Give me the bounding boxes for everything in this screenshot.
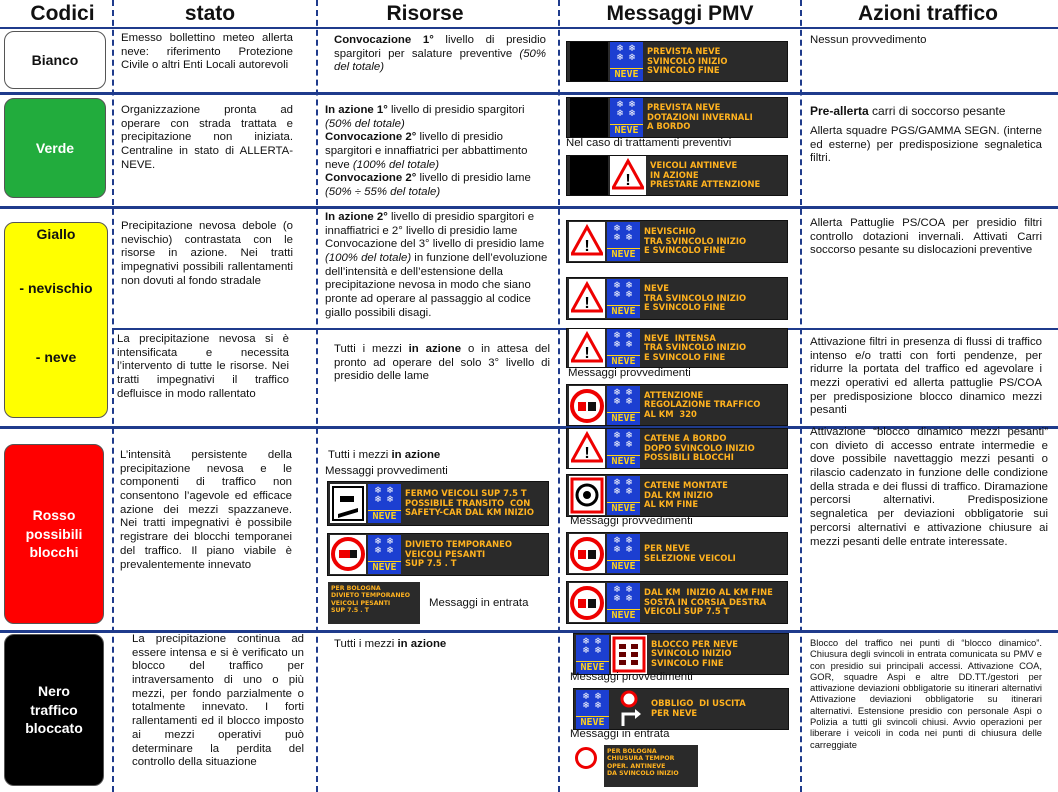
risorse-text: in funzione dell’evoluzione dell’intensità e dell’estensione della precipitazione nevosa in modo che siano pronte ad operare al passaggio al codice giallo possibili disagi.	[325, 252, 548, 319]
pmv-sign-selezione	[566, 532, 788, 575]
snow-icon: ❄ ❄ ❄ ❄ NEVE	[368, 484, 401, 523]
risorse-giallo-a	[325, 211, 558, 321]
code-label: possibili	[25, 525, 83, 542]
snow-icon: ❄ ❄ ❄ ❄ NEVE	[610, 98, 643, 137]
snow-icon: ❄ ❄ ❄ ❄ NEVE	[607, 476, 640, 515]
azioni-verde-2: Allerta squadre PGS/GAMMA SEGN. (interne ed esterne) per predisposizione segnaletica filtri.	[810, 125, 1042, 165]
header-azioni: Azioni traffico	[858, 2, 998, 25]
column-divider	[800, 0, 802, 792]
pmv-sign-catene-montate	[566, 474, 788, 517]
azioni-bold: Pre-allerta	[810, 104, 869, 118]
pmv-sign-divieto-pesanti	[327, 533, 549, 576]
pmv-sign-verde-2	[566, 155, 788, 196]
risorse-bold: In azione 1°	[325, 104, 388, 116]
row-divider	[0, 206, 1058, 209]
no-overtaking-icon	[569, 583, 605, 622]
snow-icon: ❄ ❄ ❄ ❄ NEVE	[607, 534, 640, 573]
pmv-note: Messaggi provvedimenti	[570, 671, 693, 683]
stato-rosso: L’intensità persistente della precipitazione nevosa e le componenti di traffico non consentono l’agevole ed efficace azione dei mezzi spazzaneve. Nei tratti impegnativi è possibile registrare dei blocchi temporanei del traffico. Il piano viabile è prevalentemente innevato	[120, 449, 292, 571]
column-divider	[316, 0, 318, 792]
azioni-rosso: Attivazione “blocco dinamico mezzi pesanti” con divieto di accesso entrate intermedie e dove possibile navettaggio mezzi pesanti o rilascio cadenzato in funzione delle condizione della strada e dei flussi di traffico. Diramazione percorsi alternativi. Predisposizione segnaletica per deviazioni obbligatorie sui percorsi alternativi e attivazione chiusure ai mezzi pesanti delle entrate interessate.	[810, 426, 1048, 548]
code-nero	[4, 634, 104, 786]
snow-icon: ❄ ❄ ❄ ❄ NEVE	[610, 42, 643, 81]
code-label: blocchi	[29, 544, 79, 561]
stato-giallo-nevischio: Precipitazione nevosa debole (o nevischio) contrastata con le risorse in azione. Nei tratti impegnativi possibili rallentamenti non dovuti al fondo stradale	[121, 220, 293, 287]
risorse-text: o in attesa del pronto ad operare del solo 3° livello di presidio delle lame	[334, 343, 551, 383]
risorse-italic: (50% del totale)	[325, 117, 405, 130]
pmv-note: Messaggi provvedimenti	[570, 515, 693, 527]
risorse-text: livello di presidio spargitori e innaffiatrici e 2° livello di presidio lame Convocazione del 3° livello di presidio lame	[325, 211, 545, 251]
pmv-sign-bianco	[566, 41, 788, 82]
pmv-sign-blocco	[573, 633, 789, 675]
code-label: Bianco	[31, 51, 79, 68]
azioni-verde-1	[810, 104, 1042, 118]
code-giallo	[4, 222, 108, 418]
snow-icon: ❄ ❄ ❄ ❄ NEVE	[607, 386, 640, 425]
header-codici: Codici	[30, 2, 95, 25]
snow-icon: ❄ ❄ ❄ ❄ NEVE	[607, 329, 640, 368]
pmv-note: Messaggi in entrata	[570, 728, 670, 740]
pmv-message: NEVE INTENSA TRA SVINCOLO INIZIO E SVINCOLO FINE	[644, 332, 747, 362]
risorse-italic: (50% ÷ 55% del totale)	[325, 186, 441, 199]
risorse-text: livello di presidio spargitori	[387, 104, 525, 116]
risorse-text: livello di presidio lame	[416, 172, 531, 185]
pmv-message: DAL KM INIZIO AL KM FINE SOSTA IN CORSIA DESTRA VEICOLI SUP 7.5 T	[644, 587, 773, 617]
no-overtaking-icon	[569, 386, 605, 425]
stato-nero: La precipitazione continua ad essere intensa e si è verificato un blocco del traffico per intraversamento di uno o più mezzi, per fondo parzialmente o totalmente innevato. I forti rallentamenti ed il blocco imposto ai mezzi operativi può determinare la perdita del controllo della situazione	[132, 633, 304, 769]
pmv-message: NEVISCHIO TRA SVINCOLO INIZIO E SVINCOLO FINE	[644, 226, 747, 256]
pmv-sign-catene-bordo	[566, 428, 788, 469]
risorse-text: livello di presidio spargitori per salature preventive	[334, 34, 546, 60]
code-verde	[4, 98, 106, 198]
pmv-message: VEICOLI ANTINEVE IN AZIONE PRESTARE ATTENZIONE	[650, 160, 761, 190]
pmv-sign-neve-intensa	[566, 328, 788, 368]
header-pmv: Messaggi PMV	[606, 2, 754, 25]
header-stato: stato	[184, 2, 236, 25]
column-divider	[558, 0, 560, 792]
code-label: Rosso	[32, 506, 76, 523]
pmv-message: FERMO VEICOLI SUP 7.5 T POSSIBILE TRANSITO CON SAFETY-CAR DAL KM INIZIO	[405, 488, 534, 518]
warning-icon	[569, 329, 605, 368]
snow-icon: ❄ ❄ ❄ ❄ NEVE	[576, 690, 609, 729]
pmv-message: BLOCCO PER NEVE SVINCOLO INIZIO SVINCOLO FINE	[651, 638, 739, 668]
risorse-italic: (50% del totale)	[334, 47, 546, 74]
risorse-giallo-b	[334, 343, 550, 384]
snow-icon: ❄ ❄ ❄ ❄ NEVE	[607, 583, 640, 622]
snow-chains-icon	[569, 476, 605, 515]
warning-icon	[569, 279, 605, 318]
code-label: traffico	[30, 701, 78, 718]
risorse-bold: in azione	[391, 449, 441, 461]
risorse-bold: Convocazione 1°	[334, 34, 434, 46]
no-entry-circle-icon	[575, 747, 597, 769]
pmv-message: ATTENZIONE REGOLAZIONE TRAFFICO AL KM 320	[644, 389, 761, 419]
snow-icon: ❄ ❄ ❄ ❄ NEVE	[607, 279, 640, 318]
pmv-plate-entrata: PER BOLOGNA DIVIETO TEMPORANEO VEICOLI PESANTI SUP 7.5 . T	[328, 582, 420, 624]
pmv-message: PER NEVE SELEZIONE VEICOLI	[644, 542, 736, 563]
pmv-plate-entrata: PER BOLOGNA CHIUSURA TEMPOR OPER. ANTINEVE DA SVINCOLO INIZIO	[604, 745, 698, 787]
code-bianco	[4, 31, 106, 89]
header-risorse: Risorse	[386, 2, 464, 25]
code-label: - neve	[35, 348, 77, 365]
pmv-sign-attenzione	[566, 384, 788, 426]
azioni-bianco: Nessun provvedimento	[810, 34, 927, 46]
risorse-bold: in azione	[408, 343, 462, 355]
pmv-message: CATENE MONTATE DAL KM INIZIO AL KM FINE	[644, 480, 728, 510]
risorse-verde	[325, 104, 550, 200]
risorse-rosso	[328, 449, 528, 463]
warning-icon	[569, 222, 605, 261]
warning-icon	[610, 156, 646, 195]
svg-text:!: !	[584, 295, 590, 312]
risorse-italic: (100% del totale)	[352, 158, 439, 171]
pmv-message: PREVISTA NEVE SVINCOLO INIZIO SVINCOLO FINE	[647, 46, 728, 76]
snow-icon: ❄ ❄ ❄ ❄ NEVE	[368, 535, 401, 574]
azioni-nero: Blocco del traffico nei punti di “blocco dinamico”. Chiusura degli svincoli in entrata comunicata su PMV e con presidio sui principali accessi. Attivazione COA, GOR, squadre Aspi e altre DD.TT./gestori per attivazione deviazioni obbligatorie su itinerari alternativi Attivazione deviazioni obbligatorie su itinerari alternativi. Estensione presidio con personale Aspi o Polizia a tutti gli svincoli chiusi. Avvio operazioni per liberare i veicoli in coda nei punti di chiusura delle carreggiate	[810, 637, 1042, 750]
risorse-text: Tutti i mezzi	[334, 343, 409, 355]
code-label: Nero	[38, 682, 70, 699]
pmv-message: NEVE TRA SVINCOLO INIZIO E SVINCOLO FINE	[644, 283, 747, 313]
code-label: Verde	[35, 139, 75, 156]
risorse-bold: in azione	[397, 638, 447, 650]
pmv-note: Messaggi provvedimenti	[568, 367, 691, 379]
svg-text:!: !	[625, 172, 631, 189]
pmv-message: OBBLIGO DI USCITA PER NEVE	[651, 698, 746, 718]
svg-text:!: !	[584, 238, 590, 255]
safety-car-icon	[330, 484, 366, 523]
snow-icon: ❄ ❄ ❄ ❄ NEVE	[607, 222, 640, 261]
pmv-sign-fermo-veicoli	[327, 481, 549, 526]
pmv-sign-verde-1	[566, 97, 788, 138]
code-rosso	[4, 444, 104, 624]
risorse-italic: (100% del totale)	[325, 252, 412, 265]
warning-icon	[569, 429, 605, 468]
svg-text:!: !	[584, 445, 590, 462]
snow-icon: ❄ ❄ ❄ ❄ NEVE	[576, 635, 609, 674]
pmv-sign-neve	[566, 277, 788, 320]
pmv-sign-obbligo-uscita	[573, 688, 789, 730]
risorse-bold: Convocazione 2°	[325, 172, 417, 185]
risorse-bianco	[334, 34, 546, 75]
risorse-bold: Convocazione 2°	[325, 131, 417, 144]
azioni-giallo-b: Attivazione filtri in presenza di flussi di traffico intenso e/o tratti con forti pendenze, per ridurre la portata del traffico ed agevolare i mezzi operativi ed allerta pattuglie PS/COA per predisposizione blocco dinamico mezzi pesanti	[810, 336, 1042, 417]
risorse-rosso-entrata: Messaggi in entrata	[429, 597, 529, 609]
stato-bianco: Emesso bollettino meteo allerta neve: riferimento Protezione Civile o altri Enti Locali autorevoli	[121, 32, 293, 72]
code-label: - nevischio	[19, 279, 93, 296]
risorse-text: livello di presidio spargitori e innaffiatrici per abbattimento neve	[325, 131, 528, 171]
pmv-sign-sosta-corsia	[566, 581, 788, 624]
blank-panel	[570, 42, 608, 81]
azioni-giallo-a: Allerta Pattuglie PS/COA per presidio filtri controllo dotazioni invernali. Attivati Carri soccorso pesante su dislocazioni preventive	[810, 217, 1042, 257]
snow-icon: ❄ ❄ ❄ ❄ NEVE	[607, 429, 640, 468]
azioni-text: carri di soccorso pesante	[868, 104, 1006, 118]
code-label: Giallo	[36, 226, 76, 242]
no-overtaking-icon	[569, 534, 605, 573]
stato-giallo-neve: La precipitazione nevosa si è intensificata e necessita l’intervento di tutte le risorse. Nei tratti impegnativi il traffico defluisce in modo rallentato	[117, 333, 289, 400]
pmv-sign-nevischio	[566, 220, 788, 263]
blank-panel	[570, 156, 608, 195]
pmv-message: DIVIETO TEMPORANEO VEICOLI PESANTI SUP 7.5 . T	[405, 539, 512, 569]
risorse-rosso-messaggi: Messaggi provvedimenti	[325, 465, 448, 477]
pmv-message: PREVISTA NEVE DOTAZIONI INVERNALI A BORDO	[647, 102, 753, 132]
row-divider	[0, 27, 1058, 29]
risorse-nero	[334, 638, 534, 652]
risorse-text: Tutti i mezzi	[328, 449, 392, 461]
stato-verde: Organizzazione pronta ad operare con strada trattata e precipitazione non iniziata. Centraline in stato di ALLERTA-NEVE.	[121, 104, 293, 171]
risorse-bold: In azione 2°	[325, 211, 388, 223]
risorse-text: Tutti i mezzi	[334, 638, 398, 650]
pmv-message: CATENE A BORDO DOPO SVINCOLO INIZIO POSSIBILI BLOCCHI	[644, 433, 755, 463]
code-label: bloccato	[25, 720, 83, 737]
no-trucks-icon	[330, 535, 366, 574]
exit-arrow-icon	[611, 690, 647, 729]
traffic-queue-icon	[611, 635, 647, 674]
svg-text:!: !	[584, 344, 590, 362]
blank-panel	[570, 98, 608, 137]
row-divider	[0, 92, 1058, 95]
pmv-note: Nel caso di trattamenti preventivi	[566, 137, 732, 149]
column-divider	[112, 0, 114, 792]
